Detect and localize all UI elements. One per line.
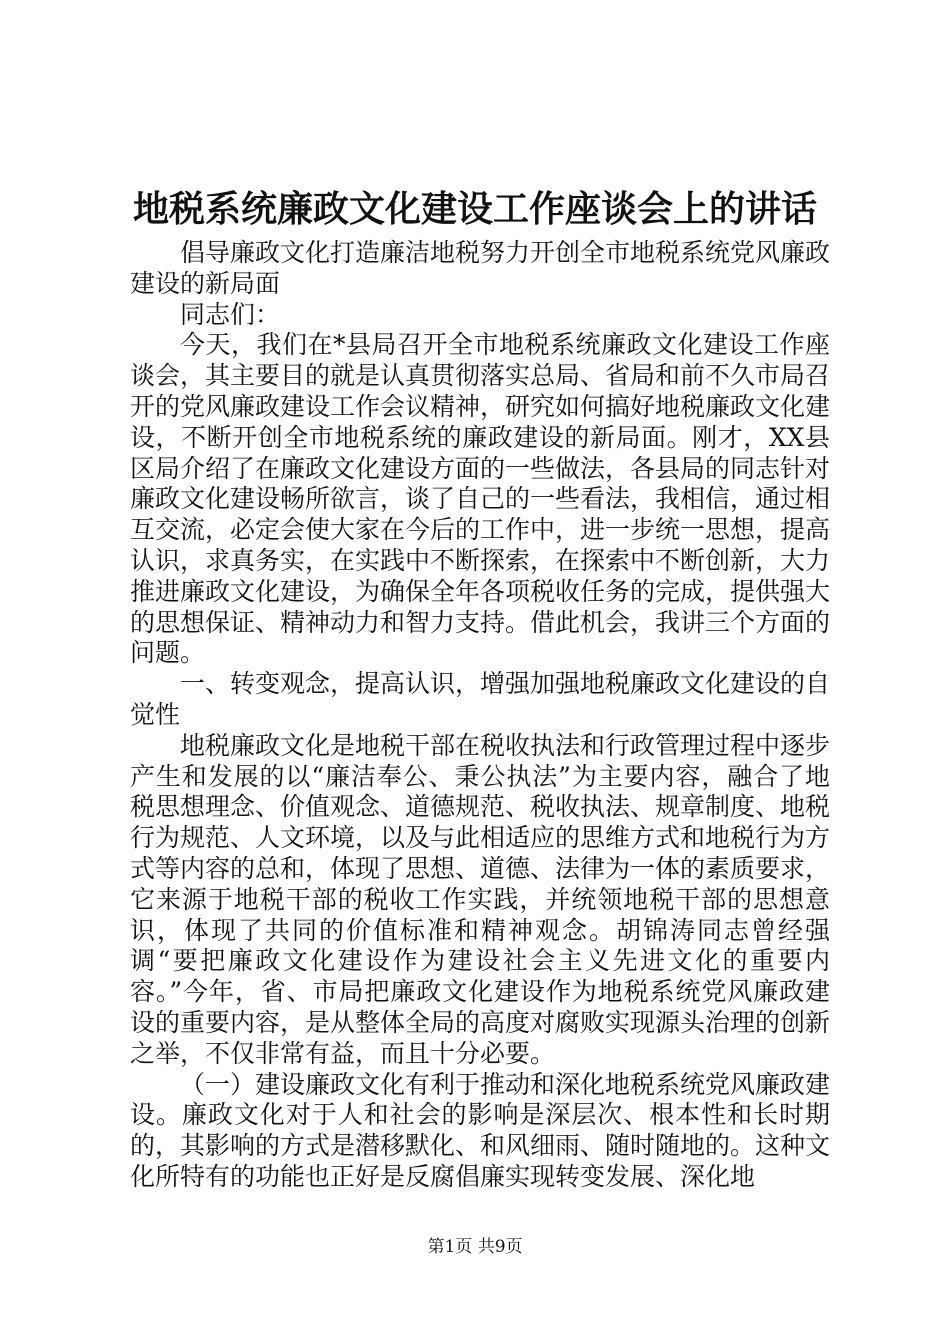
page-number-footer: 第1页 共9页 bbox=[427, 1237, 523, 1257]
document-body bbox=[130, 238, 830, 1193]
body-paragraph: 今天，我们在*县局召开全市地税系统廉政文化建设工作座谈会，其主要目的就是认真贯彻落实总局、省局和前不久市局召开的党风廉政建设工作会议精神，研究如何搞好地税廉政文化建设，不断开创全市地税系统的廉政建设的新局面。刚才，XX县区局介绍了在廉政文化建设方面的一些做法，各县局的同志针对廉政文化建设畅所欲言，谈了自己的一些看法，我相信，通过相互交流，必定会使大家在今后的工作中，进一步统一思想，提高认识，求真务实，在实践中不断探索，在探索中不断创新，大力推进廉政文化建设，为确保全年各项税收任务的完成，提供强大的思想保证、精神动力和智力支持。借此机会，我讲三个方面的问题。 bbox=[130, 330, 831, 668]
section-heading: 一、转变观念，提高认识，增强加强地税廉政文化建设的自觉性 bbox=[130, 669, 831, 729]
subtitle-paragraph: 倡导廉政文化打造廉洁地税努力开创全市地税系统党风廉政建设的新局面 bbox=[130, 238, 831, 298]
salutation-paragraph: 同志们： bbox=[180, 299, 281, 329]
body-paragraph: 地税廉政文化是地税干部在税收执法和行政管理过程中逐步产生和发展的以“廉洁奉公、秉公执法”为主要内容，融合了地税思想理念、价值观念、道德规范、税收执法、规章制度、地税行为规范、人文环境，以及与此相适应的思维方式和地税行为方式等内容的总和，体现了思想、道德、法律为一体的素质要求，它来源于地税干部的税收工作实践，并统领地税干部的思想意识，体现了共同的价值标准和精神观念。胡锦涛同志曾经强调“要把廉政文化建设作为建设社会主义先进文化的重要内容。”今年，省、市局把廉政文化建设作为地税系统党风廉政建设的重要内容，是从整体全局的高度对腐败实现源头治理的创新之举，不仅非常有益，而且十分必要。 bbox=[130, 730, 831, 1068]
body-paragraph: （一）建设廉政文化有利于推动和深化地税系统党风廉政建设。廉政文化对于人和社会的影响是深层次、根本性和长时期的，其影响的方式是潜移默化、和风细雨、随时随地的。这种文化所特有的功能也正好是反腐倡廉实现转变发展、深化地 bbox=[130, 1069, 831, 1191]
document-title: 地税系统廉政文化建设工作座谈会上的讲话 bbox=[132, 188, 817, 230]
